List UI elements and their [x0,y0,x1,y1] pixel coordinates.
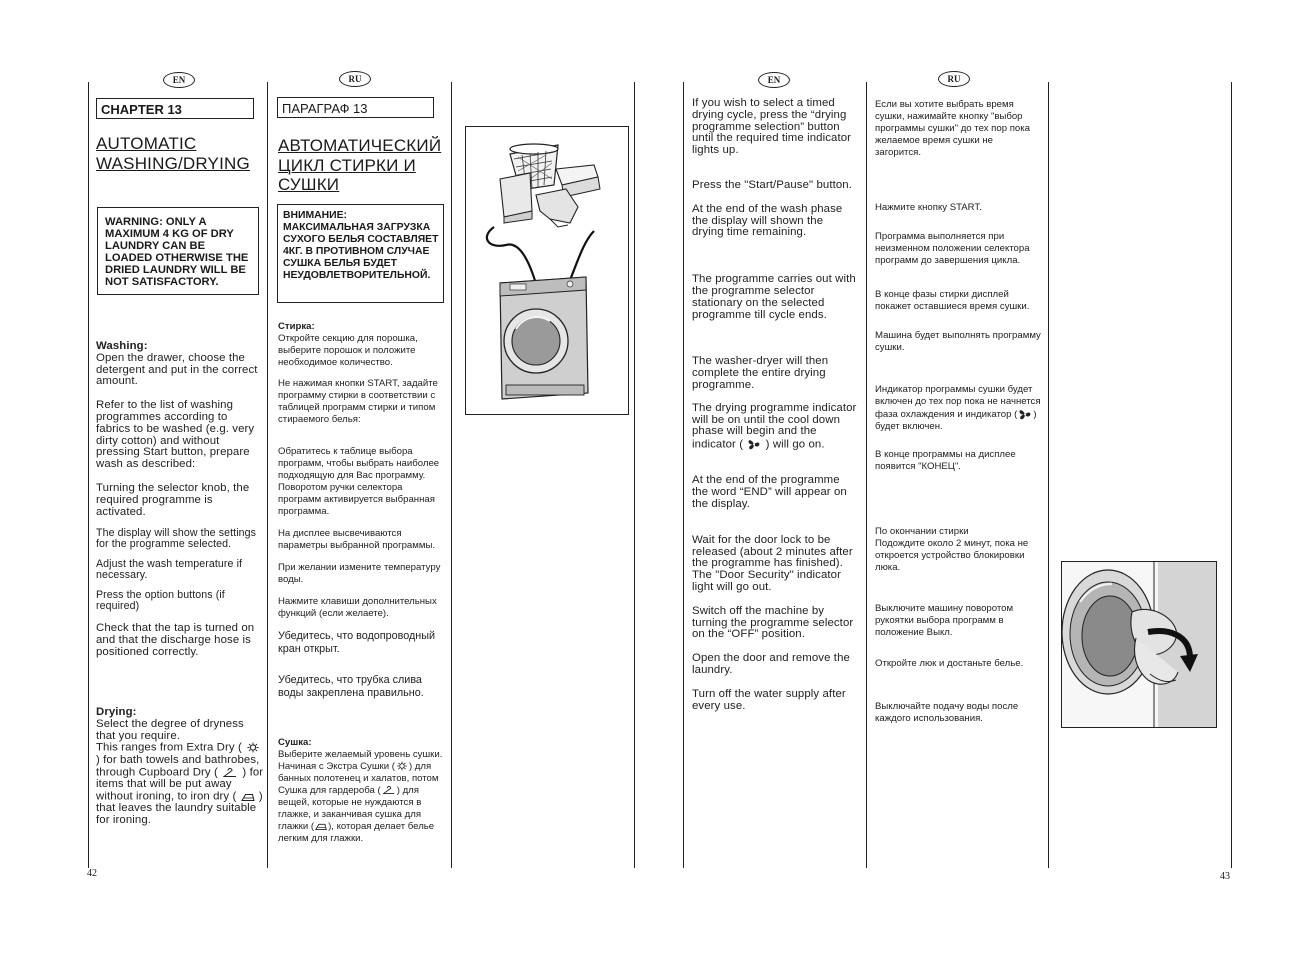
drying-text-part: ) для вещей, которые не нуждаются в глажке, и заканчивая сушка для глажки ( [278,785,422,832]
column-rule [1231,82,1232,868]
column-rule [683,82,684,868]
language-badge-en: EN [758,72,790,88]
instruction-step: Press the "Start/Pause" button. [692,178,852,191]
washing-step: Press the option buttons (if required) [96,589,225,612]
drying-heading: Сушка: [278,737,312,748]
instruction-step [692,535,858,594]
washing-step: Нажмите клавиши дополнительных функций (если желаете). [278,596,437,619]
drying-text-part: that leaves the laundry suitable for ironing. [96,801,257,826]
page-number: 43 [1220,871,1230,882]
instruction-step [875,384,1041,433]
instruction-step: The washer-dryer will then complete the entire drying programme. [692,355,829,391]
instruction-step: Нажмите кнопку START. [875,202,982,213]
drying-section [96,707,264,827]
open-door-unloading-illustration [1062,562,1216,727]
washing-step: На дисплее высвечиваются параметры выбранной программы. [278,528,436,551]
drying-text [278,761,448,845]
drying-text-part: ), которая делает белье легким для глажки. [278,821,435,844]
cool-down-fan-icon [746,438,762,451]
column-rule [634,82,635,868]
washing-section [278,321,448,699]
drying-heading: Drying: [96,706,137,718]
extra-dry-icon [395,761,409,771]
instruction-step: Switch off the machine by turning the programme selector on the “OFF” position. [692,604,854,641]
column-rule [267,82,268,868]
instruction-text: Wait for the door lock to be released (about 2 minutes after the programme has finished). [692,533,853,570]
drying-text-part: Начиная с Экстра Сушки ( [278,761,395,772]
instruction-text: The drying programme indicator will be on until the cool down phase will begin and the indicator [692,401,857,451]
page-number: 42 [87,868,97,879]
drying-text: This ranges from Extra Dry ( ) for bath towels and bathrobes, through Cupboard Dry ( ) for items that will be put away without ironing, to iron dry ( ) that leaves the laundry suitable for ironing. [96,741,264,826]
instruction-text: По окончании стирки [875,526,969,538]
instruction-text: The "Door Security" indicator light will go out. [692,569,841,594]
language-badge-ru: RU [938,71,970,87]
chapter-heading: CHAPTER 13 [96,98,254,119]
washing-step: Refer to the list of washing programmes according to fabrics to be washed (e.g. very dirty cotton) and without pressing Start button, prepare wash as described: [96,399,255,471]
washing-step: Turning the selector knob, the required programme is activated. [96,481,250,518]
washer-with-laundry-illustration [466,127,628,414]
column-rule [866,82,867,868]
washing-step: Adjust the wash temperature if necessary. [96,558,243,581]
chapter-heading: ПАРАГРАФ 13 [277,97,434,118]
instruction-step: Машина будет выполнять программу сушки. [875,330,1041,353]
washing-step: Обратитесь к таблице выбора программ, чтобы выбрать наиболее подходящую для Вас программу. Поворотом ручки селектора программ активируется выбранная программа. [278,446,440,517]
extra-dry-icon [245,742,261,753]
cool-down-fan-icon [1017,408,1033,421]
instruction-text: Подождите около 2 минут, пока не откроется устройство блокировки люка. [875,538,1029,574]
instruction-step: The drying programme indicator will be on until the cool down phase will begin and the indicator ( ) will go on. [692,401,857,451]
instruction-step: Turn off the water supply after every use. [692,687,846,712]
iron-dry-icon [314,821,328,831]
column-rule [88,82,89,868]
washing-step: Check that the tap is turned on and that the discharge hose is positioned correctly. [96,622,255,658]
drying-text: Выберите желаемый уровень сушки. [278,749,443,760]
instruction-step: Программа выполняется при неизменном положении селектора программ до завершения цикла. [875,231,1030,266]
section-title: АВТОМАТИЧЕСКИЙ ЦИКЛ СТИРКИ И СУШКИ [278,136,442,194]
drying-text-part: for bath towels and bathrobes, through Cupboard Dry [96,753,260,779]
warning-box: ВНИМАНИЕ: МАКСИМАЛЬНАЯ ЗАГРУЗКА СУХОГО БЕЛЬЯ СОСТАВЛЯЕТ 4КГ. В ПРОТИВНОМ СЛУЧАЕ СУШКА БЕЛЬЯ БУДЕТ НЕУДОВЛЕТВОРИТЕЛЬНОЙ. [277,204,444,303]
instruction-step: Open the door and remove the laundry. [692,652,850,677]
warning-box: WARNING: ONLY A MAXIMUM 4 KG OF DRY LAUNDRY CAN BE LOADED OTHERWISE THE DRIED LAUNDRY WILL BE NOT SATISFACTORY. [97,207,259,295]
washing-step: При желании измените температуру воды. [278,562,441,585]
instruction-step [875,526,1041,574]
instruction-step: The programme carries out with the programme selector stationary on the selected programme till cycle ends. [692,273,856,321]
washer-dryer-illustration [465,126,629,415]
washing-section [96,341,262,659]
instruction-text: ) будет включен. [875,409,1037,433]
section-title: AUTOMATIC WASHING/DRYING [96,134,250,173]
language-badge-ru: RU [339,71,371,87]
drying-section [278,737,448,845]
instruction-text: will go on. [772,438,825,451]
instruction-step: В конце фазы стирки дисплей покажет оставшиеся время сушки. [875,289,1030,312]
language-badge-en: EN [163,72,195,88]
column-rule [1048,82,1049,868]
washing-step: The display will show the settings for the programme selected. [96,527,257,550]
instruction-step: Откройте люк и достаньте белье. [875,658,1024,670]
drying-text: Select the degree of dryness that you require. [96,717,244,742]
drying-text-part: for items that will be put away without ironing, to iron dry [96,766,264,803]
iron-dry-icon [240,791,256,802]
instruction-step: Выключите машину поворотом рукоятки выбора программ в положение Выкл. [875,603,1014,639]
instruction-step: At the end of the programme the word “END” will appear on the display. [692,474,847,511]
instruction-step: Выключайте подачу воды после каждого использования. [875,701,1019,725]
washing-heading: Стирка: [278,321,315,332]
cupboard-dry-icon [381,785,397,795]
instruction-step: At the end of the wash phase the display will shown the drying time remaining. [692,202,843,239]
instruction-step: If you wish to select a timed drying cycle, press the “drying programme selection” button until the required time indicator lights up. [692,97,852,157]
drying-text-part: ) для банных полотенец и халатов, потом Сушка для гардероба ( [278,761,439,796]
washing-step: Open the drawer, choose the detergent and put in the correct amount. [96,351,258,388]
instruction-step: В конце программы на дисплее появится "КОНЕЦ". [875,449,1016,473]
washing-step: Не нажимая кнопки START, задайте программу стирки в соответствии с таблицей программ стирки и типом стираемого белья: [278,378,438,425]
drying-text-part: This ranges from Extra Dry [96,741,235,754]
washing-step: Убедитесь, что водопроводный кран открыт. [278,630,436,655]
washing-step: Убедитесь, что трубка слива воды закреплена правильно. [278,674,424,699]
washing-machine-icon [500,277,588,399]
instruction-step: Если вы хотите выбрать время сушки, нажимайте кнопку "выбор программы сушки" до тех пор пока желаемое время сушки не загорится. [875,99,1030,158]
unloading-illustration [1061,561,1217,728]
washing-heading: Washing: [96,340,148,352]
instructions-en [692,98,858,712]
washing-step: Откройте секцию для порошка, выберите порошок и положите необходимое количество. [278,333,418,368]
column-rule [451,82,452,868]
instructions-ru [875,99,1041,725]
cupboard-dry-icon [221,767,239,778]
instruction-text: Индикатор программы сушки будет включен до тех пор пока не начнется фаза охлаждения и индикатор ( [875,384,1041,421]
